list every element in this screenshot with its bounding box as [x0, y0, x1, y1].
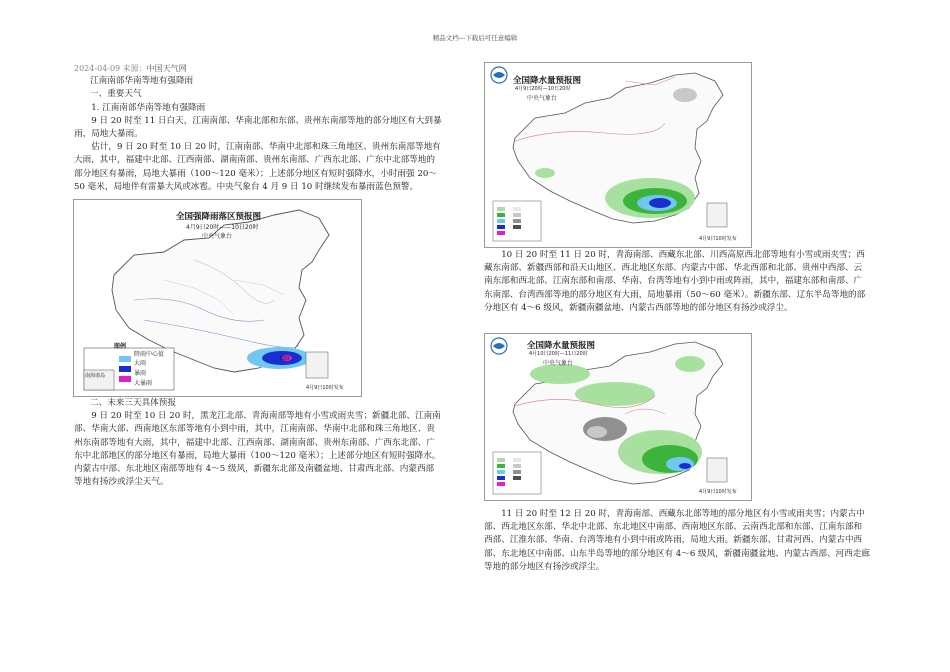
map1-agency: 中央气象台 [202, 233, 233, 240]
map2-agency: 中央气象台 [527, 95, 558, 102]
meta-date: 2024-04-09 来源： [74, 64, 147, 73]
map1-legend-title: 图例 [114, 343, 127, 350]
map3-agency: 中央气象台 [543, 360, 574, 367]
precip-forecast-map-apr10-11 [484, 333, 752, 501]
map1-title: 全国强降雨落区预报图 [176, 212, 262, 222]
paragraph-4: 10 日 20 时至 11 日 20 时，青海南部、西藏东北部、川西高原西北部等地有小雪或雨夹雪；西藏东南部、新疆西部和沿天山地区、西北地区东部、内蒙古中部、华北西部和北部、贵州中西部、云南东部和西北部、江南东部和南部、华南、台湾等地有小到中雨或阵雨，其中，福建东部和南部、广东南部、台湾西部等地的部分地区有大雨，局地暴雨（50～60 毫米）。新疆东部、辽东半岛等地的部分地区有 4～6 级风，新疆南疆盆地、内蒙古西部等地的部分地区有扬沙或浮尘。 [484, 250, 866, 313]
right-text-middle [484, 249, 870, 315]
paragraph-2: 估计，9 日 20 时至 10 日 20 时，江南南部、华南中北部和珠三角地区、贵州东南部等地有大雨，其中，福建中北部、江西南部、湖南南部、贵州东南部、广西东北部、广东中北部等地的部分地区有暴雨，局地大暴雨（100～120 毫米）；上述部分地区有短时强降水，小时雨强 20～50 毫米，局地伴有雷暴大风或冰雹。中央气象台 4 月 9 日 10 时继续发布暴雨蓝色预警。 [74, 142, 441, 192]
map1-subtitle: 4月9日20时——10日20时 [186, 224, 259, 231]
map1-legend-severe: 大暴雨 [134, 380, 153, 387]
paragraph-1: 9 日 20 时至 11 日白天，江南南部、华南北部和东部、贵州东南部等地的部分地区有大到暴雨，局地大暴雨。 [74, 115, 442, 140]
map1-legend-center: 降雨中心值 [134, 351, 165, 358]
map1-legend-storm: 暴雨 [134, 370, 147, 377]
svg-text:100: 100 [279, 356, 290, 362]
map2-title: 全国降水量预报图 [513, 76, 582, 86]
map3-issue-time: 4月9日10时发布 [699, 489, 737, 495]
left-text-top [74, 62, 442, 194]
map1-issue-time: 4月9日10时发布 [306, 385, 344, 391]
map3-subtitle: 4月10日20时—11日20时 [529, 351, 588, 357]
map2-issue-time: 4月9日10时发布 [699, 236, 737, 242]
section-heading-1: 一、重要天气 [90, 89, 142, 100]
right-text-bottom [484, 508, 870, 574]
section-heading-2: 二、未来三天具体预报 [90, 398, 176, 408]
paragraph-3: 9 日 20 时至 10 日 20 时，黑龙江北部、青海南部等地有小雪或雨夹雪；新疆北部、江南南部、华南大部、西南地区东部等地有小到中雨，其中，江南南部、华南中北部和珠三角地区、贵州东南部等地有大雨，其中，福建中北部、江西南部、湖南南部、贵州东南部、广西东北部、广东中北部地区的部分地区有暴雨，局地大暴雨（100～120 毫米）；上述部分地区有短时强降水。内蒙古中部、东北地区南部等地有 4～5 级风，新疆东北部及南疆盆地、甘肃西北部、内蒙西部等地有扬沙或浮尘天气。 [74, 411, 441, 488]
meta-source[interactable]: 中国天气网 [146, 64, 187, 73]
precip-forecast-map-apr9-10 [484, 62, 752, 248]
map1-inset-label: 南海诸岛 [85, 373, 106, 379]
page-header: 精品文档---下载后可任意编辑 [432, 34, 518, 42]
map3-title: 全国降水量预报图 [527, 341, 596, 351]
paragraph-5: 11 日 20 时至 12 日 20 时，青海南部、西藏东北部等地的部分地区有小雪或雨夹雪；内蒙古中部、西北地区东部、华北中北部、东北地区中南部、西南地区东部、云南西北部和东部、江南东部和西部、江淮东部、华南、台湾等地有小到中雨或阵雨，局地大雨。新疆东部、甘肃河西、内蒙古中西部、东北地区中南部、山东半岛等地的部分地区有 4～6 级风，新疆南疆盆地、内蒙古西部、河西走廊等地的部分地区有扬沙或浮尘。 [484, 509, 870, 572]
left-text-bottom [74, 397, 442, 489]
article-title: 江南南部华南等地有强降雨 [90, 76, 194, 87]
article-meta [74, 62, 442, 75]
heavy-rain-forecast-map [73, 199, 362, 397]
map1-legend-heavy: 大雨 [134, 360, 147, 367]
map2-subtitle: 4月9日20时—10日20时 [515, 86, 571, 92]
subheading-1-1: 1. 江南南部华南等地有强降雨 [91, 102, 206, 113]
